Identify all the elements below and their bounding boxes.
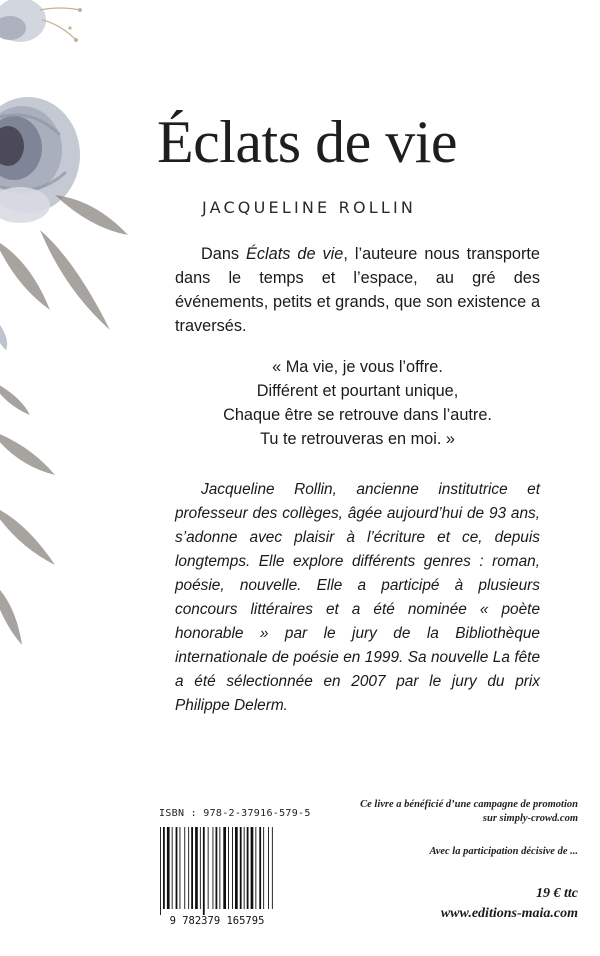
synopsis-lead: Dans [201, 245, 247, 263]
participation-notice: Avec la participation décisive de ... [429, 846, 578, 857]
barcode [157, 827, 277, 927]
synopsis-rest: , l’auteure nous transporte dans le temps et l’espace, au gré des événements, petits et grands, que son existence a traversés. [175, 245, 540, 335]
isbn-label: ISBN : 978-2-37916-579-5 [159, 808, 311, 819]
author-name: JACQUELINE ROLLIN [201, 198, 417, 217]
author-bio: Jacqueline Rollin, ancienne institutrice et professeur des collèges, âgée aujourd’hui de 93 ans, s’adonne avec plaisir à l’écriture et ce, depuis longtemps. Elle explore différents genres : roman, poésie, nouvelle. Elle a participé à plusieurs concours littéraires et a été nominée « poète honorable » par le jury de la Bibliothèque internationale de poésie en 1999. Sa nouvelle La fête a été sélectionnée en 2007 par le jury du prix Philippe Delerm. [175, 481, 540, 714]
publisher-website: www.editions-maia.com [440, 906, 578, 921]
quote-line: Chaque être se retrouve dans l’autre. [223, 406, 492, 424]
promo-line: Ce livre a bénéficié d’une campagne de promotion [360, 799, 578, 810]
floral-decoration [0, 0, 140, 680]
epigraph-quote [175, 355, 540, 451]
quote-line: Différent et pourtant unique, [256, 382, 459, 400]
barcode-digits: 9 782379 165795 [169, 915, 265, 927]
promo-link-line: sur simply-crowd.com [482, 812, 578, 824]
book-title: Éclats de vie [156, 109, 458, 175]
promo-notice [318, 798, 578, 825]
quote-line: « Ma vie, je vous l’offre. [272, 358, 443, 376]
quote-line: Tu te retrouveras en moi. » [260, 430, 455, 448]
price-label: 19 € ttc [536, 886, 578, 901]
synopsis-title-italic: Éclats de vie [246, 245, 344, 263]
synopsis-paragraph [175, 242, 540, 338]
